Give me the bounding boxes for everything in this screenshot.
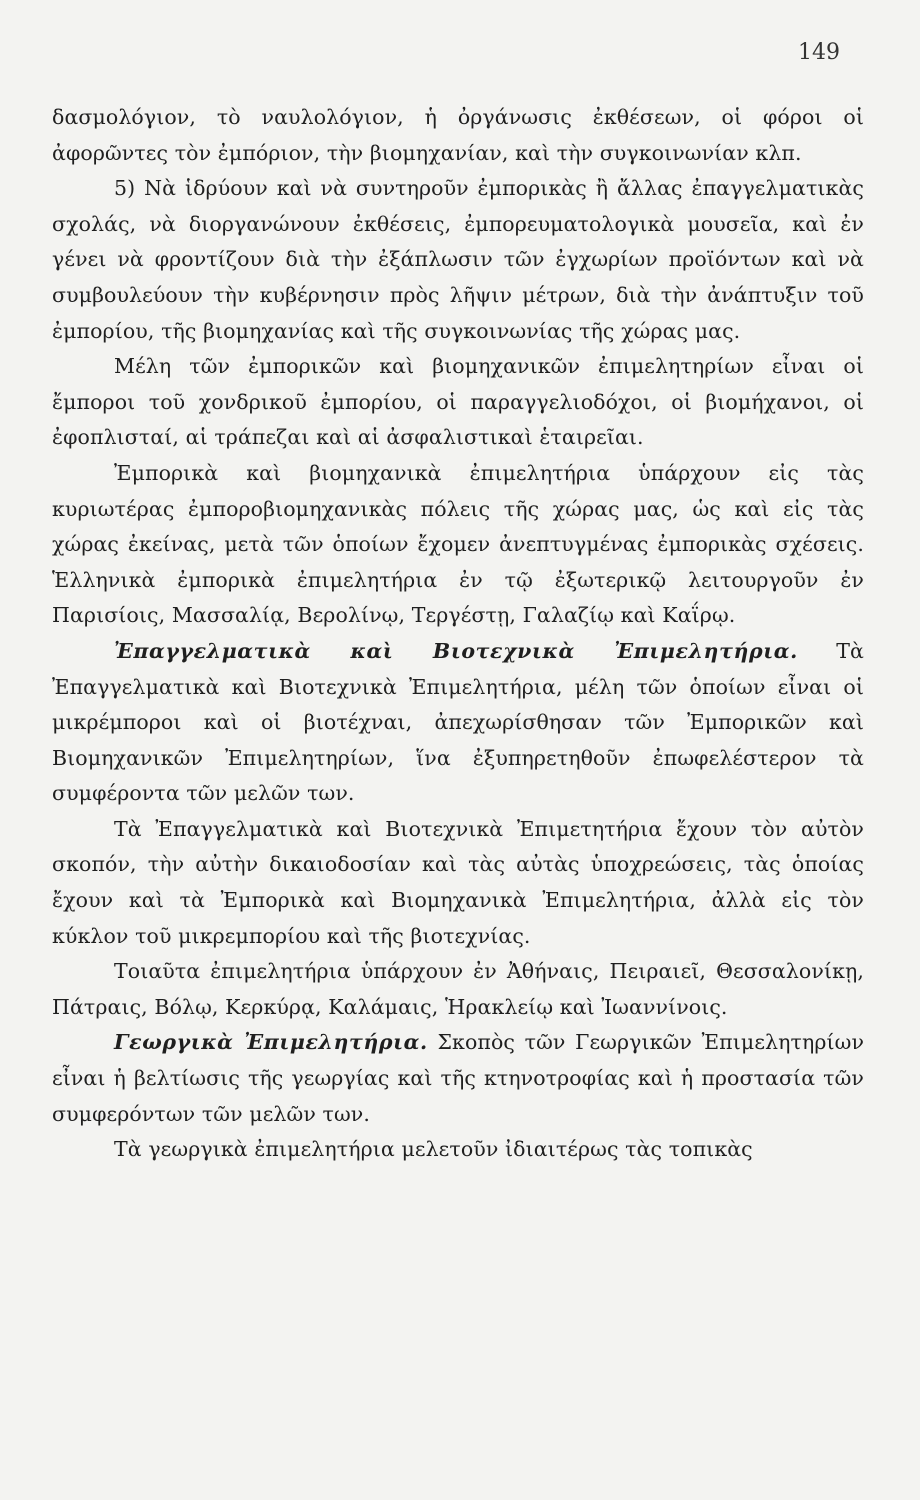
- paragraph-professional-purpose: Τὰ Ἐπαγγελματικὰ καὶ Βιοτεχνικὰ Ἐπιμετητήρια ἔχουν τὸν αὐτὸν σκοπόν, τὴν αὐτὴν δικαιοδοσίαν καὶ τὰς αὐτὰς ὑποχρεώσεις, τὰς ὁποίας ἔχουν καὶ τὰ Ἐμπορικὰ καὶ Βιομηχανικὰ Ἐπιμελητήρια, ἀλλὰ εἰς τὸν κύκλον τοῦ μικρεμπορίου καὶ τῆς βιοτεχνίας.: [52, 816, 864, 948]
- page-number: 149: [798, 40, 840, 65]
- paragraph-agricultural-study: Τὰ γεωργικὰ ἐπιμελητήρια μελετοῦν ἰδιαιτέρως τὰς τοπικὰς: [114, 1137, 753, 1162]
- paragraph-chambers-locations: Ἐμπορικὰ καὶ βιομηχανικὰ ἐπιμελητήρια ὑπάρχουν εἰς τὰς κυριωτέρας ἐμποροβιομηχανικὰς πόλεις τῆς χώρας μας, ὡς καὶ εἰς τὰς χώρας ἐκείνας, μετὰ τῶν ὁποίων ἔχομεν ἀνεπτυγμένας ἐμπορικὰς σχέσεις. Ἑλληνικὰ ἐμπορικὰ ἐπιμελητήρια ἐν τῷ ἐξωτερικῷ λειτουργοῦν ἐν Παρισίοις, Μασσαλίᾳ, Βερολίνῳ, Τεργέστῃ, Γαλαζίῳ καὶ Καΐρῳ.: [52, 460, 864, 628]
- paragraph-professional-chambers: [52, 634, 864, 812]
- section-heading-agricultural: Γεωργικὰ Ἐπιμελητήρια.: [114, 1030, 428, 1055]
- page-body: [52, 100, 864, 1168]
- paragraph-members: Μέλη τῶν ἐμπορικῶν καὶ βιομηχανικῶν ἐπιμελητηρίων εἶναι οἱ ἔμποροι τοῦ χονδρικοῦ ἐμπορίου, οἱ παραγγελιοδόχοι, οἱ βιομήχανοι, οἱ ἐφοπλισταί, αἱ τράπεζαι καὶ αἱ ἀσφαλιστικαὶ ἑταιρεῖαι.: [52, 354, 864, 450]
- paragraph-agricultural-text: Σκοπὸς τῶν Γεωργικῶν Ἐπιμελητηρίων εἶναι ἡ βελτίωσις τῆς γεωργίας καὶ τῆς κτηνοτροφίας καὶ ἡ προστασία τῶν συμφερόντων τῶν μελῶν των.: [52, 1030, 865, 1126]
- paragraph-professional-text: Τὰ Ἐπαγγελματικὰ καὶ Βιοτεχνικὰ Ἐπιμελητήρια, μέλη τῶν ὁποίων εἶναι οἱ μικρέμποροι καὶ οἱ βιοτέχναι, ἀπεχωρίσθησαν τῶν Ἐμπορικῶν καὶ Βιομηχανικῶν Ἐπιμελητηρίων, ἵνα ἐξυπηρετηθοῦν ἐπωφελέστερον τὰ συμφέροντα τῶν μελῶν των.: [52, 638, 864, 806]
- paragraph-item-5: 5) Νὰ ἱδρύουν καὶ νὰ συντηροῦν ἐμπορικὰς ἢ ἄλλας ἐπαγγελματικὰς σχολάς, νὰ διοργανώνουν ἐκθέσεις, ἐμπορευματολογικὰ μουσεῖα, καὶ ἐν γένει νὰ φροντίζουν διὰ τὴν ἐξάπλωσιν τῶν ἐγχωρίων προϊόντων καὶ νὰ συμβουλεύουν τὴν κυβέρνησιν πρὸς λῆψιν μέτρων, διὰ τὴν ἀνάπτυξιν τοῦ ἐμπορίου, τῆς βιομηχανίας καὶ τῆς συγκοινωνίας τῆς χώρας μας.: [52, 176, 864, 343]
- paragraph-agricultural-chambers: [52, 1025, 864, 1132]
- section-heading-professional: Ἐπαγγελματικὰ καὶ Βιοτεχνικὰ Ἐπιμελητήρια.: [114, 638, 798, 663]
- paragraph-professional-cities: Τοιαῦτα ἐπιμελητήρια ὑπάρχουν ἐν Ἀθήναις, Πειραιεῖ, Θεσσαλονίκῃ, Πάτραις, Βόλῳ, Κερκύρᾳ, Καλάμαις, Ἡρακλείῳ καὶ Ἰωαννίνοις.: [52, 959, 864, 1019]
- paragraph-continuation: δασμολόγιον, τὸ ναυλολόγιον, ἡ ὀργάνωσις ἐκθέσεων, οἱ φόροι οἱ ἀφορῶντες τὸν ἐμπόριον, τὴν βιομηχανίαν, καὶ τὴν συγκοινωνίαν κλπ.: [52, 105, 864, 165]
